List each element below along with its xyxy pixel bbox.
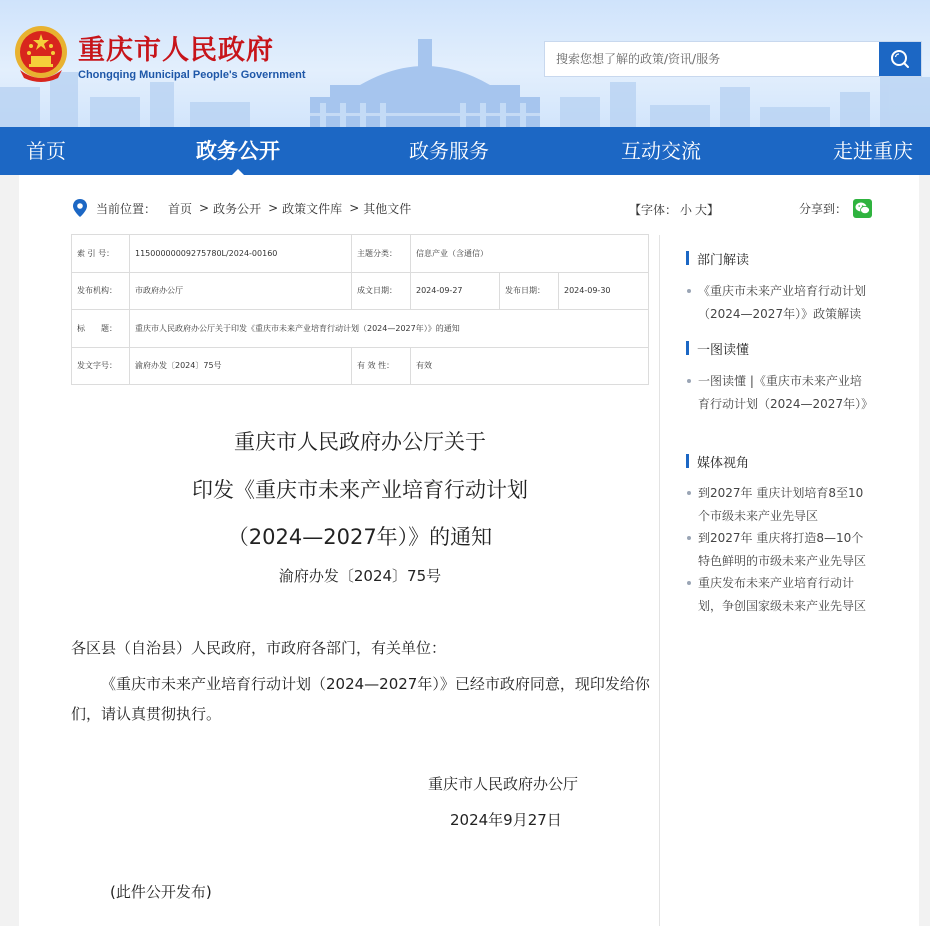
font-size-control [629, 201, 719, 218]
sidebar-link[interactable]: 到2027年 重庆计划培育8至10个市级未来产业先导区 [685, 482, 870, 527]
sidebar-heading-media-perspective: 媒体视角 [686, 452, 749, 471]
breadcrumb [73, 198, 415, 218]
topic-category-label: 主题分类： [352, 235, 411, 273]
breadcrumb-separator: > [349, 201, 360, 215]
content-area [19, 175, 919, 926]
sidebar-link[interactable]: 《重庆市未来产业培育行动计划（2024—2027年）》政策解读 [685, 280, 870, 325]
table-row [72, 347, 649, 385]
breadcrumb-government-affairs[interactable]: 政务公开 [213, 201, 262, 216]
title-label: 标 题： [72, 310, 130, 348]
breadcrumb-other-documents[interactable]: 其他文件 [363, 201, 412, 216]
share-control [799, 199, 872, 218]
search-button[interactable] [879, 42, 921, 76]
search-icon [890, 49, 910, 69]
table-row [72, 235, 649, 273]
article-title-line-2: 印发《重庆市未来产业培育行动计划 [192, 478, 528, 502]
nav-item-government-services[interactable]: 政务服务 [409, 139, 489, 163]
table-row [72, 272, 649, 310]
main-nav [0, 127, 930, 175]
font-size-close: 】 [707, 203, 720, 217]
wechat-icon [853, 199, 872, 218]
font-size-large-button[interactable]: 大 [695, 203, 708, 217]
validity-value: 有效 [411, 347, 649, 385]
sidebar-link[interactable]: 一图读懂 |《重庆市未来产业培育行动计划（2024—2027年）》 [685, 370, 870, 415]
content-divider [659, 235, 660, 926]
wechat-share-button[interactable] [853, 199, 872, 218]
breadcrumb-separator: > [199, 201, 210, 215]
written-date-label: 成文日期： [352, 272, 411, 310]
index-number-value: 11500000009275780L/2024-00160 [130, 235, 352, 273]
article-publish-note: (此件公开发布) [110, 883, 212, 901]
location-pin-icon [73, 199, 87, 217]
site-title[interactable]: 重庆市人民政府 [78, 35, 274, 66]
nav-item-interaction[interactable]: 互动交流 [621, 139, 701, 163]
published-date-value: 2024-09-30 [559, 272, 649, 310]
breadcrumb-separator: > [268, 201, 279, 215]
published-date-label: 发布日期： [500, 272, 559, 310]
article-title-line-3: （2024—2027年）》的通知 [227, 525, 493, 549]
nav-item-about-chongqing[interactable]: 走进重庆 [833, 139, 913, 163]
issuer-label: 发布机构： [72, 272, 130, 310]
national-emblem-logo [12, 24, 70, 84]
breadcrumb-prefix: 当前位置： [96, 201, 157, 216]
title-value: 重庆市人民政府办公厅关于印发《重庆市未来产业培育行动计划（2024—2027年）》的通知 [130, 310, 649, 348]
sidebar-link[interactable]: 重庆发布未来产业培育行动计划，争创国家级未来产业先导区 [685, 572, 870, 617]
document-number-value: 渝府办发〔2024〕75号 [130, 347, 352, 385]
article-salutation: 各区县（自治县）人民政府，市政府各部门，有关单位： [71, 639, 447, 657]
validity-label: 有 效 性： [352, 347, 411, 385]
search-bar [544, 41, 922, 77]
article-signer: 重庆市人民政府办公厅 [428, 775, 579, 793]
nav-item-government-affairs[interactable]: 政务公开 [196, 127, 280, 175]
article-date: 2024年9月27日 [450, 811, 562, 829]
font-size-label: 【字体： [629, 203, 678, 217]
site-subtitle: Chongqing Municipal People's Government [78, 69, 306, 81]
sidebar-heading-department-interpretation: 部门解读 [686, 249, 749, 268]
nav-item-home[interactable]: 首页 [26, 139, 66, 163]
issuer-value: 市政府办公厅 [130, 272, 352, 310]
topic-category-value: 信息产业（含通信） [411, 235, 649, 273]
document-info-table [71, 234, 649, 385]
article-document-number: 渝府办发〔2024〕75号 [278, 567, 442, 585]
article-paragraph: 《重庆市未来产业培育行动计划（2024—2027年）》已经市政府同意，现印发给你们，请认真贯彻执行。 [71, 675, 650, 723]
font-size-small-button[interactable]: 小 [680, 203, 693, 217]
sidebar-heading-infographic: 一图读懂 [686, 339, 749, 358]
breadcrumb-policy-library[interactable]: 政策文件库 [282, 201, 343, 216]
sidebar-link[interactable]: 到2027年 重庆将打造8—10个特色鲜明的市级未来产业先导区 [685, 527, 870, 572]
article-title-line-1: 重庆市人民政府办公厅关于 [234, 430, 486, 454]
document-number-label: 发文字号： [72, 347, 130, 385]
index-number-label: 索 引 号： [72, 235, 130, 273]
breadcrumb-home[interactable]: 首页 [168, 201, 193, 216]
written-date-value: 2024-09-27 [411, 272, 500, 310]
share-label: 分享到： [799, 202, 848, 216]
search-input[interactable] [545, 42, 879, 76]
site-header [0, 0, 930, 127]
table-row [72, 310, 649, 348]
